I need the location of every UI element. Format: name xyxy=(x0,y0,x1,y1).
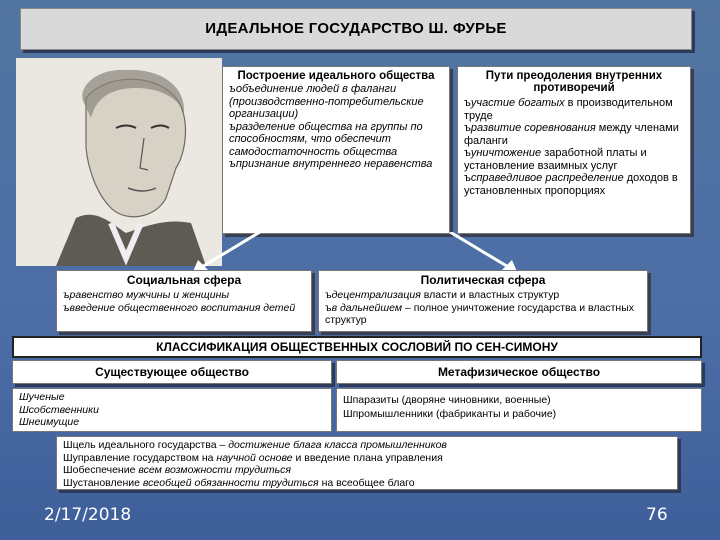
social-item: ъвведение общественного воспитания детей xyxy=(63,301,296,314)
building-item: ъобъединение людей в фаланги (производственно-потребительские организации) xyxy=(229,83,424,120)
goal-item: Шцель идеального государства – достижение блага класса промышленников xyxy=(63,439,447,451)
goal-item: Шуправление государством на научной основе и введение плана управления xyxy=(63,451,443,464)
goal-box xyxy=(56,436,678,490)
existing-item: Шученые xyxy=(19,391,65,403)
metaphysical-item: Шпромышленники (фабриканты и рабочие) xyxy=(343,408,557,420)
political-item: ъдецентрализация власти и властных структур xyxy=(325,289,560,301)
building-item: ъразделение общества на группы по способностям, что обеспечит самодостаточность общества xyxy=(229,120,423,158)
contradictions-item: ъуничтожение заработной платы и установление взаимных услуг xyxy=(464,147,647,172)
existing-item: Шсобственники xyxy=(19,403,99,416)
metaphysical-item: Шпаразиты (дворяне чиновники, военные) xyxy=(343,394,551,406)
existing-header: Существующее общество xyxy=(95,365,249,379)
building-header: Построение идеального общества xyxy=(237,70,435,82)
political-header: Политическая сфера xyxy=(420,273,546,287)
social-box xyxy=(56,270,312,332)
footer-page-number: 76 xyxy=(646,505,668,525)
slide-title-bar xyxy=(20,8,692,50)
existing-item: Шнеимущие xyxy=(19,416,80,428)
social-header: Социальная сфера xyxy=(126,273,242,287)
political-item: ъв дальнейшем – полное уничтожение государства и властных структур xyxy=(325,301,635,326)
classification-title: КЛАССИФИКАЦИЯ ОБЩЕСТВЕННЫХ СОСЛОВИЙ ПО СЕН-СИМОНУ xyxy=(156,340,558,354)
existing-header-box xyxy=(12,360,332,384)
metaphysical-list-box xyxy=(336,388,702,432)
social-item: ъравенство мужчины и женщины xyxy=(63,289,230,301)
contradictions-item: ъучастие богатых в производительном труде xyxy=(464,97,673,122)
building-item: ъпризнание внутреннего неравенства xyxy=(229,158,433,170)
metaphysical-header: Метафизическое общество xyxy=(437,365,601,379)
classification-bar xyxy=(12,336,702,358)
political-box xyxy=(318,270,648,332)
metaphysical-header-box xyxy=(336,360,702,384)
goal-item: Шустановление всеобщей обязанности трудиться на всеобщее благо xyxy=(63,476,415,489)
existing-list-box xyxy=(12,388,332,432)
building-box xyxy=(222,66,450,234)
contradictions-item: ъразвитие соревнования между членами фаланги xyxy=(464,122,679,147)
goal-item: Шобеспечение всем возможности трудиться xyxy=(63,464,291,476)
contradictions-item: ъсправедливое распределение доходов в установленных пропорциях xyxy=(464,172,678,197)
slide-title: ИДЕАЛЬНОЕ ГОСУДАРСТВО Ш. ФУРЬЕ xyxy=(205,20,507,37)
footer-date: 2/17/2018 xyxy=(44,505,132,525)
contradictions-box xyxy=(457,66,691,234)
contradictions-header: Пути преодоления внутренних противоречий xyxy=(485,70,663,94)
